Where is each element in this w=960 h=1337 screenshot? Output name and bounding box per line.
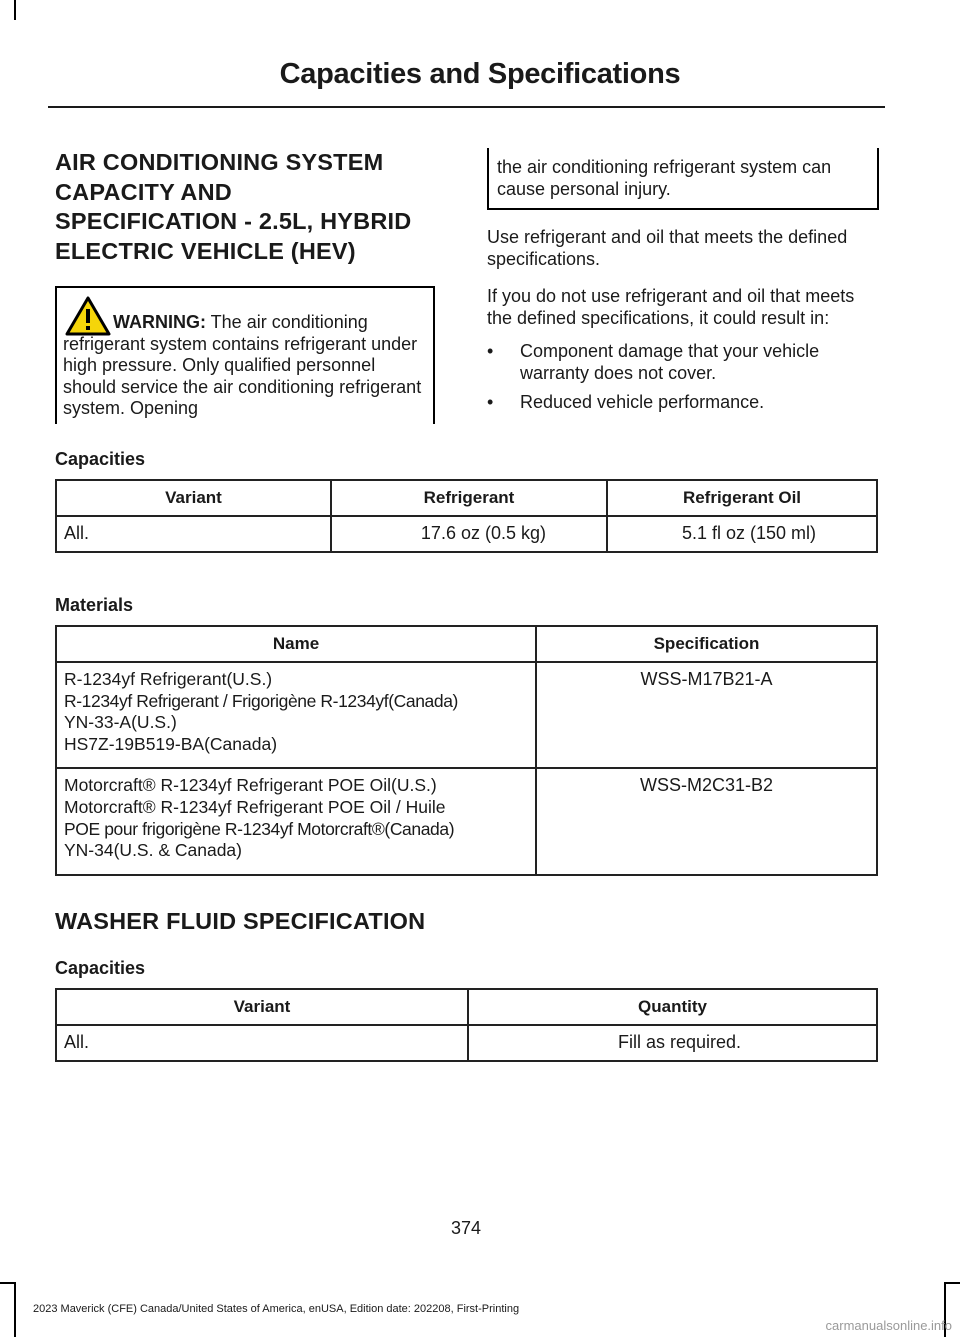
cell-line: Motorcraft® R-1234yf Refrigerant POE Oil(U.S.) xyxy=(64,775,437,796)
table-cell: 5.1 fl oz (150 ml) xyxy=(607,516,877,552)
list-item xyxy=(487,392,879,414)
section-heading-line: AIR CONDITIONING SYSTEM xyxy=(55,149,384,175)
warning-text xyxy=(63,312,427,420)
cell-line: Motorcraft® R-1234yf Refrigerant POE Oil / Huile xyxy=(64,796,446,817)
column-header: Refrigerant Oil xyxy=(607,480,877,516)
warning-label: WARNING: xyxy=(113,312,206,332)
list-item xyxy=(487,341,879,384)
warning-body: The air conditioning refrigerant system contains refrigerant under high pressure. Only qualified personnel should service the air conditioning refrigerant system. Opening xyxy=(63,312,422,419)
section-heading-washer: WASHER FLUID SPECIFICATION xyxy=(55,908,426,934)
table-row xyxy=(56,1025,877,1061)
column-header: Specification xyxy=(536,626,877,662)
watermark: carmanualsonline.info xyxy=(825,1318,952,1333)
section-heading-ac xyxy=(55,148,450,266)
bullet-text: Component damage that your vehicle warranty does not cover. xyxy=(520,341,820,383)
capacities-heading: Capacities xyxy=(55,958,146,978)
crop-mark-bottom-right-h xyxy=(944,1282,960,1284)
warning-continuation-box xyxy=(487,148,879,210)
table-row xyxy=(56,516,877,552)
bullet-dot: • xyxy=(487,391,494,412)
column-header: Name xyxy=(56,626,536,662)
table-cell: 17.6 oz (0.5 kg) xyxy=(331,516,607,552)
paragraph: If you do not use refrigerant and oil that meets the defined specifications, it could result in: xyxy=(487,286,855,328)
warning-box xyxy=(55,286,435,424)
header-rule xyxy=(48,106,885,108)
table-row xyxy=(56,768,877,874)
cell-line: R-1234yf Refrigerant(U.S.) xyxy=(64,669,273,689)
cell-line: POE pour frigorigène R-1234yf Motorcraft®(Canada) xyxy=(64,818,455,839)
materials-heading: Materials xyxy=(55,595,134,615)
table-cell: WSS-M17B21-A xyxy=(536,662,877,768)
cell-line: YN-34(U.S. & Canada) xyxy=(64,840,242,861)
column-header: Refrigerant xyxy=(331,480,607,516)
page-header-title: Capacities and Specifications xyxy=(279,58,681,90)
table-row xyxy=(56,662,877,768)
capacities-heading: Capacities xyxy=(55,449,146,469)
warning-triangle-icon xyxy=(65,296,111,336)
materials-table xyxy=(55,625,878,876)
table-cell: All. xyxy=(56,516,331,552)
warning-continuation: the air conditioning refrigerant system can cause personal injury. xyxy=(497,157,832,199)
table-cell xyxy=(56,662,536,768)
column-header: Quantity xyxy=(468,989,877,1025)
bullet-list xyxy=(487,341,879,413)
table-header-row xyxy=(56,989,877,1025)
washer-capacities-table xyxy=(55,988,878,1062)
section-heading-line: SPECIFICATION - 2.5L, HYBRID xyxy=(55,208,412,234)
paragraph: Use refrigerant and oil that meets the defined specifications. xyxy=(487,227,848,269)
section-heading-line: ELECTRIC VEHICLE (HEV) xyxy=(55,237,356,264)
page-number: 374 xyxy=(450,1218,482,1238)
table-cell xyxy=(56,768,536,874)
crop-mark-bottom-left-h xyxy=(0,1282,16,1284)
cell-line: YN-33-A(U.S.) xyxy=(64,712,177,733)
right-column xyxy=(487,148,879,420)
table-cell: Fill as required. xyxy=(468,1025,877,1061)
crop-mark-top-left xyxy=(14,0,16,20)
table-header-row xyxy=(56,626,877,662)
bullet-text: Reduced vehicle performance. xyxy=(520,391,765,412)
cell-line: HS7Z-19B519-BA(Canada) xyxy=(64,733,278,754)
table-cell: All. xyxy=(56,1025,468,1061)
crop-mark-bottom-left xyxy=(14,1282,16,1337)
column-header: Variant xyxy=(56,480,331,516)
table-cell: WSS-M2C31-B2 xyxy=(536,768,877,874)
footer-edition-info: 2023 Maverick (CFE) Canada/United States of America, enUSA, Edition date: 202208, First-Printing xyxy=(33,1303,520,1315)
section-heading-line: CAPACITY AND xyxy=(55,178,232,205)
table-header-row xyxy=(56,480,877,516)
column-header: Variant xyxy=(56,989,468,1025)
ac-capacities-table xyxy=(55,479,878,553)
bullet-dot: • xyxy=(487,341,494,362)
cell-line: R-1234yf Refrigerant / Frigorigène R-1234yf(Canada) xyxy=(64,690,458,711)
